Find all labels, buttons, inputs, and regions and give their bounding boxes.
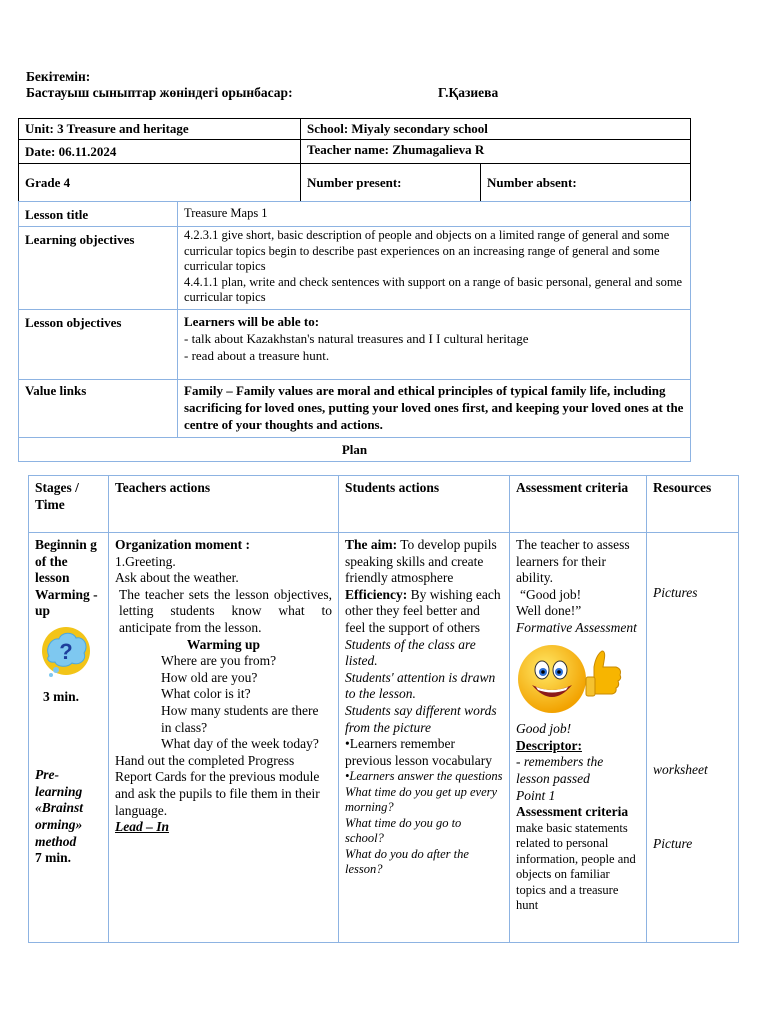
stage-time-2: 7 min. — [35, 850, 72, 866]
col-teachers-actions: Teachers actions — [109, 476, 339, 533]
lesson-info-table — [18, 201, 691, 462]
well-done: Well done!” — [516, 603, 582, 619]
school-cell: School: Miyaly secondary school — [301, 119, 691, 140]
descriptor-point: Point 1 — [516, 787, 556, 803]
thumbs-up-smiley-icon — [516, 643, 640, 720]
question-1: Where are you from? — [161, 653, 277, 669]
col-resources: Resources — [647, 476, 739, 533]
lesson-objective-1: - talk about Kazakhstan's natural treasures and I I cultural heritage — [184, 330, 529, 346]
good-job-quote: “Good job! — [520, 586, 582, 602]
unit-cell: Unit: 3 Treasure and heritage — [19, 119, 301, 140]
organization-moment: Organization moment : — [115, 537, 250, 552]
approval-position: Бастауыш сыныптар жөніндегі орынбасар: — [26, 85, 293, 100]
lead-in: Lead – In — [115, 819, 169, 835]
teacher-assess: The teacher to assess learners for their ability. — [516, 537, 630, 586]
lesson-objectives-label: Lesson objectives — [19, 309, 178, 379]
good-job: Good job! — [516, 721, 572, 737]
plan-header-row — [29, 476, 739, 533]
student-question-2: What time do you go to school? — [345, 815, 462, 846]
assessment-criteria-label: Assessment criteria — [516, 804, 629, 820]
student-question-1: What time do you get up every morning? — [345, 784, 498, 815]
grade-cell: Grade 4 — [19, 164, 301, 202]
lesson-objectives-heading: Learners will be able to: — [184, 313, 320, 329]
students-say-words: Students say different words from the picture — [345, 702, 497, 735]
col-stages: Stages / Time — [29, 476, 109, 533]
learning-objectives-label: Learning objectives — [19, 227, 178, 310]
handout-instruction: Hand out the completed Progress Report Cards for the previous module and ask the pupils to file them in their language. — [115, 752, 320, 818]
efficiency-label: Efficiency: — [345, 586, 408, 602]
plan-heading: Plan — [19, 437, 691, 461]
sets-objectives: The teacher sets the lesson objectives, letting students know what to anticipate from the lesson. — [119, 586, 332, 635]
students-listed: Students of the class are listed. — [345, 636, 476, 669]
stage-pre-learning: Pre-learning «Brainst orming» method — [35, 767, 84, 849]
plan-table — [28, 475, 739, 943]
learning-objective-2: 4.4.1.1 plan, write and check sentences with support on a range of basic personal, general and some curricular topics — [184, 274, 683, 304]
ask-weather: Ask about the weather. — [115, 570, 239, 586]
formative-assessment: Formative Assessment — [516, 619, 637, 635]
value-links-text: Family – Family values are moral and ethical principles of typical family life, including sacrificing for loved ones, putting your loved ones first, and keeping your loved ones at the centre of your thoughts and actions. — [178, 379, 691, 437]
aim-label: The aim: — [345, 537, 398, 552]
col-assessment-criteria: Assessment criteria — [510, 476, 647, 533]
student-question-3: What do you do after the lesson? — [345, 846, 469, 877]
aim-text: To develop pupils speaking skills and create friendly atmosphere — [345, 537, 497, 586]
question-3: What color is it? — [161, 686, 251, 702]
learners-remember: •Learners remember previous lesson vocabulary — [345, 736, 492, 768]
approval-block — [26, 69, 499, 101]
learning-objective-1: 4.2.3.1 give short, basic description of people and objects on a limited range of general and some curricular topics begin to describe past experiences on an increasing range of general and some curricular topics — [184, 228, 670, 273]
approver-name: Г.Қазиева — [438, 85, 499, 100]
lesson-title-label: Lesson title — [19, 202, 178, 227]
efficiency-text: By wishing each other they feel better and feel the support of others — [345, 586, 501, 635]
descriptor-label: Descriptor: — [516, 737, 582, 753]
question-5: What day of the week today? — [161, 736, 319, 752]
lesson-title-value: Treasure Maps 1 — [178, 202, 691, 227]
question-2: How old are you? — [161, 669, 258, 685]
svg-text:?: ? — [59, 638, 73, 664]
stage-beginning: Beginnin g of the lesson Warming -up — [35, 537, 98, 619]
question-bubble-icon — [39, 626, 102, 683]
header-info-table — [18, 118, 691, 202]
approval-label: Бекітемін: — [26, 69, 91, 84]
value-links-label: Value links — [19, 379, 178, 437]
assessment-criteria-text: make basic statements related to personal information, people and objects on familiar topics and a treasure hunt — [516, 820, 636, 913]
resource-worksheet: worksheet — [653, 761, 708, 777]
col-students-actions: Students actions — [339, 476, 510, 533]
students-attention: Students' attention is drawn to the lesson. — [345, 669, 496, 702]
greeting: 1.Greeting. — [115, 553, 176, 569]
descriptor-remembers: - remembers the lesson passed — [516, 754, 604, 786]
date-cell: Date: 06.11.2024 — [19, 140, 301, 164]
lesson-objective-2: - read about a treasure hunt. — [184, 347, 330, 363]
question-4: How many students are there in class? — [161, 702, 319, 735]
teacher-name-cell: Teacher name: Zhumagalieva R — [301, 140, 691, 164]
learners-answer: •Learners answer the questions — [345, 769, 503, 784]
number-absent-cell: Number absent: — [481, 164, 691, 202]
warming-up-heading: Warming up — [186, 636, 261, 652]
number-present-cell: Number present: — [301, 164, 481, 202]
resource-picture: Picture — [653, 836, 693, 852]
plan-row-beginning — [29, 533, 739, 943]
resource-pictures: Pictures — [653, 585, 698, 600]
stage-time-1: 3 min. — [43, 688, 80, 704]
